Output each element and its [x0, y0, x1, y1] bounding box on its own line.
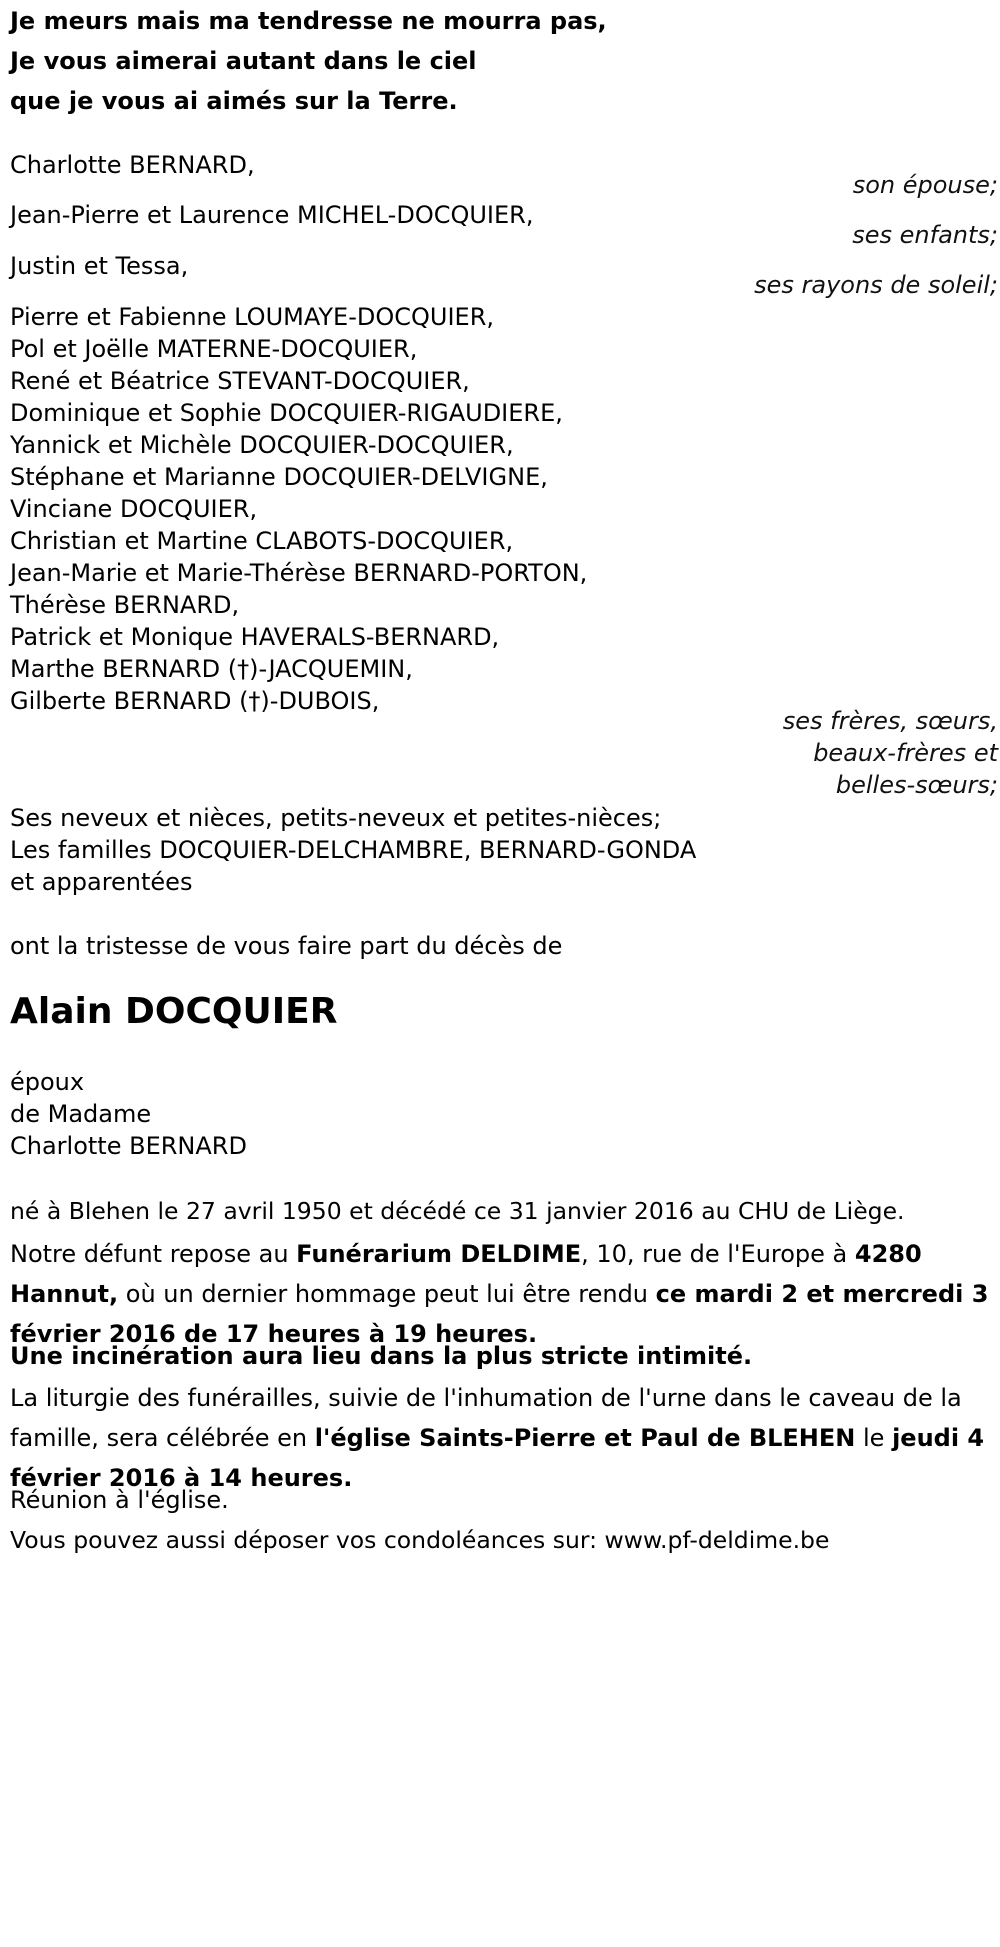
children-names: Jean-Pierre et Laurence MICHEL-DOCQUIER,	[10, 201, 534, 229]
grandchildren-role: ses rayons de soleil;	[754, 271, 998, 299]
sibling-line: Stéphane et Marianne DOCQUIER-DELVIGNE,	[10, 463, 548, 491]
sibling-line: Gilberte BERNARD (†)-DUBOIS,	[10, 687, 380, 715]
sibling-line: Patrick et Monique HAVERALS-BERNARD,	[10, 623, 500, 651]
relation-line: de Madame	[10, 1100, 152, 1128]
repose-paragraph	[10, 1234, 998, 1354]
meeting-note: Réunion à l'église.	[10, 1486, 229, 1514]
repose-text: , 10, rue de l'Europe à	[581, 1240, 855, 1268]
poem-line: que je vous ai aimés sur la Terre.	[10, 87, 458, 115]
liturgy-text: le	[855, 1424, 893, 1452]
siblings-role: ses frères, sœurs,	[782, 707, 998, 735]
sibling-line: Marthe BERNARD (†)-JACQUEMIN,	[10, 655, 413, 683]
sibling-line: Pierre et Fabienne LOUMAYE-DOCQUIER,	[10, 303, 495, 331]
condolences-note: Vous pouvez aussi déposer vos condoléances sur: www.pf-deldime.be	[10, 1526, 830, 1554]
relatives-line: et apparentées	[10, 868, 193, 896]
repose-text: où un dernier hommage peut lui être rendu	[118, 1280, 656, 1308]
sibling-line: Vinciane DOCQUIER,	[10, 495, 258, 523]
liturgy-paragraph	[10, 1378, 998, 1498]
visiting-dates: ce mardi 2 et mercredi 3 février 2016 de 17 heures à 19 heures.	[10, 1280, 989, 1348]
liturgy-text: La liturgie des funérailles, suivie de l'inhumation de l'urne dans le caveau de la famille, sera célébrée en	[10, 1384, 962, 1452]
church-name: l'église Saints-Pierre et Paul de BLEHEN	[314, 1424, 856, 1452]
birth-death: né à Blehen le 27 avril 1950 et décédé ce 31 janvier 2016 au CHU de Liège.	[10, 1197, 905, 1225]
relatives-line: Les familles DOCQUIER-DELCHAMBRE, BERNARD-GONDA	[10, 836, 697, 864]
spouse-role: son épouse;	[852, 171, 998, 199]
deceased-name: Alain DOCQUIER	[10, 991, 338, 1032]
sibling-line: Dominique et Sophie DOCQUIER-RIGAUDIERE,	[10, 399, 563, 427]
liturgy-date: jeudi 4 février 2016 à 14 heures.	[10, 1424, 985, 1492]
siblings-role: beaux-frères et	[813, 739, 998, 767]
sibling-line: Jean-Marie et Marie-Thérèse BERNARD-PORTON,	[10, 559, 588, 587]
siblings-role: belles-sœurs;	[835, 771, 998, 799]
relation-line: Charlotte BERNARD	[10, 1132, 247, 1160]
announcement: ont la tristesse de vous faire part du décès de	[10, 932, 563, 960]
funeral-home: Funérarium DELDIME	[296, 1240, 582, 1268]
poem-line: Je vous aimerai autant dans le ciel	[10, 47, 477, 75]
relation-line: époux	[10, 1068, 85, 1096]
repose-text: Notre défunt repose au	[10, 1240, 297, 1268]
sibling-line: Christian et Martine CLABOTS-DOCQUIER,	[10, 527, 514, 555]
sibling-line: Yannick et Michèle DOCQUIER-DOCQUIER,	[10, 431, 514, 459]
incineration-notice: Une incinération aura lieu dans la plus stricte intimité.	[10, 1342, 753, 1370]
repose-city: 4280 Hannut,	[10, 1240, 922, 1308]
sibling-line: Thérèse BERNARD,	[10, 591, 240, 619]
spouse-name: Charlotte BERNARD,	[10, 151, 255, 179]
poem-line: Je meurs mais ma tendresse ne mourra pas,	[10, 7, 607, 35]
sibling-line: Pol et Joëlle MATERNE-DOCQUIER,	[10, 335, 418, 363]
relatives-line: Ses neveux et nièces, petits-neveux et petites-nièces;	[10, 804, 662, 832]
sibling-line: René et Béatrice STEVANT-DOCQUIER,	[10, 367, 470, 395]
children-role: ses enfants;	[852, 221, 998, 249]
grandchildren-names: Justin et Tessa,	[10, 252, 189, 280]
